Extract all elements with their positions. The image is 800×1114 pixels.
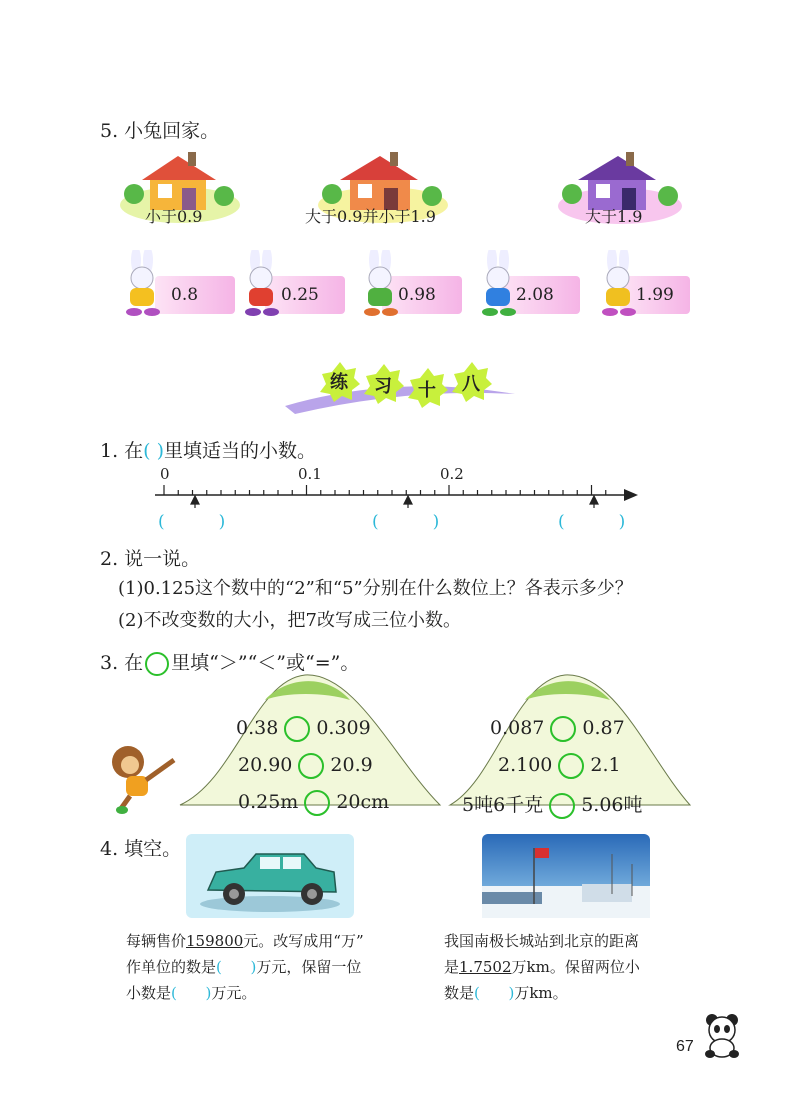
exercise-char: 练 [330,372,348,393]
compare-circle[interactable] [284,716,310,742]
text: 万元，保留一位 [256,958,362,976]
house-label-2: 大于0.9并小于1.9 [305,207,436,226]
rabbit-icon [237,250,287,320]
q3-suffix: 里填“＞”“＜”或“=”。 [171,652,360,674]
compare-row [462,790,643,819]
compare-left-value: 0.087 [490,717,545,739]
tick-label: 0.1 [298,465,322,483]
q4-left-line3 [126,980,256,1006]
answer-blank[interactable]: ( ) [158,512,226,532]
q1-paren: ( ) [143,440,165,462]
answer-blank[interactable]: ( ) [372,512,440,532]
answer-blank[interactable]: ( ) [216,958,257,976]
car-image [186,834,354,918]
distance-value: 1.7502 [459,958,512,976]
q3-prefix: 3. 在 [100,652,144,674]
compare-right-value: 5.06吨 [581,794,643,816]
compare-circle[interactable] [558,753,584,779]
text: 作单位的数是 [126,958,217,976]
q1-suffix: 里填适当的小数。 [164,440,317,462]
exercise-char: 八 [462,374,480,395]
q4-right-line2 [444,954,640,980]
q4-right-line1: 我国南极长城站到北京的距离 [444,932,640,950]
compare-row [498,753,621,779]
price-value: 159800 [186,932,244,950]
text: 万km。保留两位小 [511,958,640,976]
compare-right-value: 20.9 [330,754,373,776]
rabbit-icon [118,250,168,320]
q1-title [100,436,316,463]
text: 是 [444,958,460,976]
flag-icon [535,848,549,858]
rabbit-icon [594,250,644,320]
compare-right-value: 0.309 [316,717,371,739]
arrow-right-icon [624,489,638,501]
compare-right-value: 2.1 [590,754,621,776]
rabbit-icon [356,250,406,320]
antarctic-station-image [482,834,650,918]
text: 小数是 [126,984,172,1002]
answer-blank[interactable]: ( ) [474,984,515,1002]
tick-label: 0.2 [440,465,464,483]
panda-icon [700,1010,744,1060]
text: 万km。 [514,984,568,1002]
text: 元。改写成用“万” [243,932,364,950]
compare-circle[interactable] [549,793,575,819]
compare-circle[interactable] [304,790,330,816]
rabbit-number: 0.25 [265,276,345,314]
q4-left-line2 [126,954,361,980]
compare-row [238,790,389,816]
page-number: 67 [676,1038,694,1055]
compare-row [490,716,625,742]
q2-line2: (2)不改变数的大小，把7改写成三位小数。 [118,610,461,631]
text: 万元。 [211,984,257,1002]
q2-line1: (1)0.125这个数中的“2”和“5”分别在什么数位上？各表示多少？ [118,578,633,599]
q4-title: 4. 填空。 [100,838,182,860]
q2-title: 2. 说一说。 [100,548,201,570]
rabbit-number: 1.99 [620,276,690,314]
rabbit-icon [474,250,524,320]
compare-left-value: 0.38 [236,717,279,739]
compare-circle[interactable] [298,753,324,779]
q4-left-line1 [126,928,364,954]
answer-blank[interactable]: ( ) [558,512,626,532]
answer-blank[interactable]: ( ) [171,984,212,1002]
house-label-3: 大于1.9 [585,207,643,226]
rabbit-number: 2.08 [500,276,580,314]
exercise-char: 习 [374,376,392,397]
q5-title: 5. 小兔回家。 [100,120,220,142]
compare-left-value: 20.90 [238,754,293,776]
compare-right-value: 20cm [336,791,390,813]
compare-row [236,716,371,742]
number-line [150,480,640,510]
compare-left-value: 5吨6千克 [462,794,544,816]
tick-label: 0 [160,465,170,483]
monkey-icon [100,740,180,815]
compare-left-value: 0.25m [238,791,299,813]
q1-prefix: 1. 在 [100,440,144,462]
text: 数是 [444,984,475,1002]
text: 每辆售价 [126,932,187,950]
compare-right-value: 0.87 [582,717,625,739]
exercise-char: 十 [418,380,436,401]
compare-row [238,753,373,779]
compare-circle[interactable] [550,716,576,742]
house-label-1: 小于0.9 [145,207,203,226]
exercise-banner [318,360,518,410]
compare-left-value: 2.100 [498,754,553,776]
rabbit-number: 0.98 [382,276,462,314]
circle-icon [145,652,169,676]
q4-right-line3 [444,980,568,1006]
rabbit-number: 0.8 [155,276,235,314]
